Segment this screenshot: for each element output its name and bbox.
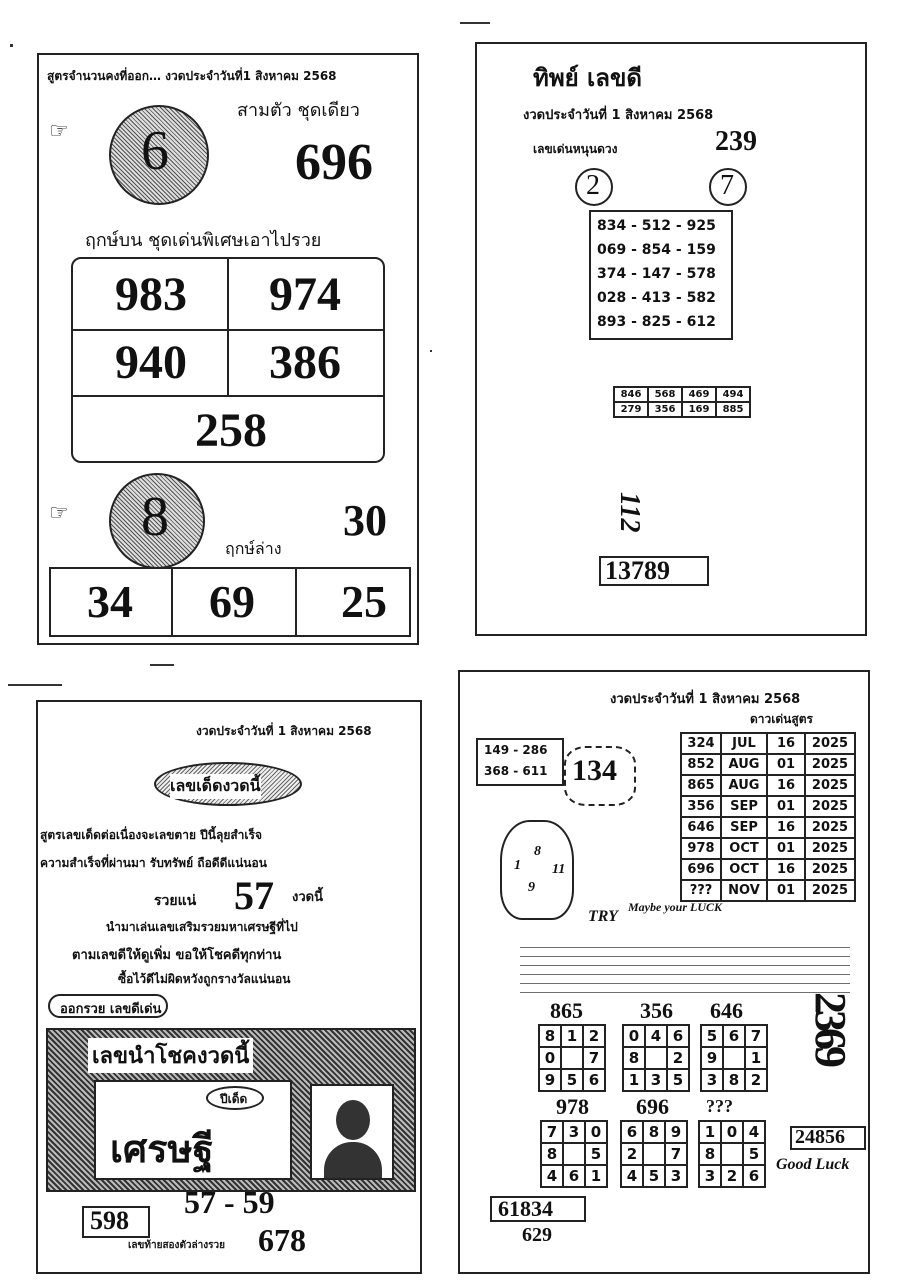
p4-grid-cell: 2 bbox=[667, 1047, 689, 1069]
p4-bottom-629: 629 bbox=[522, 1224, 552, 1246]
panel-top-left bbox=[37, 53, 419, 645]
p2-bottom-box bbox=[599, 556, 709, 586]
person-head bbox=[336, 1100, 370, 1140]
panel-bottom-right bbox=[458, 670, 870, 1274]
p2-small-cell: 885 bbox=[716, 402, 750, 417]
p4-grid-cell: 4 bbox=[541, 1165, 563, 1187]
p1-upper-number: 974 bbox=[269, 268, 341, 321]
p1-upper-title: ฤกษ์บน ชุดเด่นพิเศษเอาไปรวย bbox=[85, 230, 322, 251]
p4-hand-digit: 1 bbox=[514, 858, 521, 873]
p3-line: ออกรวย เลขดีเด่น bbox=[60, 1002, 162, 1017]
p4-grid-cell: 2 bbox=[745, 1069, 767, 1091]
p4-bottom-number: 61834 bbox=[498, 1196, 553, 1221]
p4-try: TRY bbox=[588, 908, 618, 925]
p4-grid-cell: 2 bbox=[721, 1165, 743, 1187]
p3-lead-number: 57 bbox=[234, 873, 274, 918]
p2-circle-b bbox=[709, 168, 747, 206]
p4-table-cell: 696 bbox=[681, 859, 721, 880]
p4-grid-cell: 8 bbox=[541, 1143, 563, 1165]
p1-upper-box bbox=[71, 257, 385, 463]
p2-vertical: 112 bbox=[614, 492, 645, 533]
p1-divider bbox=[295, 569, 297, 635]
p4-table-cell: 2025 bbox=[805, 733, 855, 754]
p4-grid-cell: 4 bbox=[743, 1121, 765, 1143]
p1-lower-box bbox=[49, 567, 411, 637]
p3-lead-label: รวยแน่ bbox=[154, 893, 197, 909]
p4-magic-grid bbox=[620, 1120, 688, 1188]
p3-oval-label bbox=[48, 994, 168, 1018]
p4-bottom-box bbox=[490, 1196, 586, 1222]
p2-small-cell: 279 bbox=[614, 402, 648, 417]
p2-grid-row: 893 - 825 - 612 bbox=[597, 314, 716, 330]
p4-grid-cell: 4 bbox=[645, 1025, 667, 1047]
p4-grid-cell: 1 bbox=[561, 1025, 583, 1047]
p1-divider-h1 bbox=[73, 329, 383, 331]
p4-grid-cell: 6 bbox=[667, 1025, 689, 1047]
p1-lower-right: 30 bbox=[343, 496, 387, 545]
p4-grid-cell: 8 bbox=[723, 1069, 745, 1091]
p4-grid-cell: 7 bbox=[665, 1143, 687, 1165]
scan-noise bbox=[430, 350, 432, 352]
p4-grid-cell: 8 bbox=[643, 1121, 665, 1143]
p4-magic-grid bbox=[622, 1024, 690, 1092]
p2-grid-row: 834 - 512 - 925 bbox=[597, 218, 716, 234]
p4-grid-cell: 5 bbox=[561, 1069, 583, 1091]
p4-grid-cell: 1 bbox=[699, 1121, 721, 1143]
p4-table-cell: 852 bbox=[681, 754, 721, 775]
p4-grid-cell: 3 bbox=[701, 1069, 723, 1091]
p2-number-grid bbox=[589, 210, 733, 340]
p4-grid-cell: 3 bbox=[699, 1165, 721, 1187]
p4-grid-cell bbox=[563, 1143, 585, 1165]
p4-grid-cell bbox=[643, 1143, 665, 1165]
p4-table-cell: 2025 bbox=[805, 775, 855, 796]
p4-table-cell: 01 bbox=[767, 796, 805, 817]
p4-luck: Maybe your LUCK bbox=[628, 900, 722, 914]
p3-bottom-mid: 57 - 59 bbox=[184, 1184, 275, 1220]
p2-circle-b-digit: 7 bbox=[720, 170, 734, 201]
p4-table-cell: 2025 bbox=[805, 880, 855, 901]
p4-grid-cell: 0 bbox=[585, 1121, 607, 1143]
p4-grid-cell bbox=[645, 1047, 667, 1069]
p4-scribble-block bbox=[520, 940, 850, 998]
p1-divider bbox=[171, 569, 173, 635]
p1-divider-v bbox=[227, 259, 229, 395]
p1-big-digit: 6 bbox=[141, 120, 169, 182]
p1-lower-number: 69 bbox=[209, 576, 255, 627]
pointing-hand-icon: ☞ bbox=[49, 119, 69, 144]
p2-small-cell: 846 bbox=[614, 387, 648, 402]
p4-table-cell: 2025 bbox=[805, 838, 855, 859]
p4-good-luck: Good Luck bbox=[776, 1156, 850, 1173]
p4-box-title: 356 bbox=[640, 998, 673, 1023]
p4-table-cell: OCT bbox=[721, 838, 767, 859]
p3-lead-suffix: งวดนี้ bbox=[292, 890, 323, 905]
p3-bottom-caption: เลขท้ายสองตัวล่างรวย bbox=[128, 1240, 226, 1251]
p3-line: สูตรเลขเด็ดต่อเนื่องจะเลขตาย ปีนี้ลุยสำเร็จ bbox=[40, 828, 262, 842]
p1-big-circle bbox=[109, 105, 209, 205]
p3-banner-block bbox=[46, 1028, 416, 1192]
pointing-hand-icon: ☞ bbox=[49, 501, 69, 526]
p4-table-cell: 324 bbox=[681, 733, 721, 754]
p1-small-circle bbox=[109, 473, 205, 569]
p4-table-cell: 01 bbox=[767, 754, 805, 775]
p4-grid-cell: 6 bbox=[723, 1025, 745, 1047]
p1-subtitle: สามตัว ชุดเดียว bbox=[237, 100, 360, 121]
p4-grid-cell: 9 bbox=[665, 1121, 687, 1143]
p4-grid-cell bbox=[561, 1047, 583, 1069]
p4-table-cell: 865 bbox=[681, 775, 721, 796]
p2-grid-row: 374 - 147 - 578 bbox=[597, 266, 716, 282]
p4-grid-cell: 9 bbox=[701, 1047, 723, 1069]
p4-table-cell: OCT bbox=[721, 859, 767, 880]
p3-inner-frame bbox=[94, 1080, 292, 1180]
p4-grid-cell: 5 bbox=[743, 1143, 765, 1165]
p2-circle-a bbox=[575, 168, 613, 206]
p3-title: เลขเด็ดงวดนี้ bbox=[170, 774, 261, 799]
p4-vertical: 2369 bbox=[806, 992, 855, 1064]
p4-hand-digit: 9 bbox=[528, 880, 535, 895]
p3-big-word: เศรษฐี bbox=[110, 1127, 214, 1171]
p4-box-title: 978 bbox=[556, 1094, 589, 1119]
p2-small-cell: 494 bbox=[716, 387, 750, 402]
p2-grid-row: 069 - 854 - 159 bbox=[597, 242, 716, 258]
person-icon bbox=[310, 1084, 394, 1180]
p4-grid-cell: 0 bbox=[623, 1025, 645, 1047]
p4-table-cell: NOV bbox=[721, 880, 767, 901]
p4-table-cell: 646 bbox=[681, 817, 721, 838]
p2-small-cell: 356 bbox=[648, 402, 682, 417]
p4-grid-cell: 9 bbox=[539, 1069, 561, 1091]
p4-magic-grid bbox=[540, 1120, 608, 1188]
p4-grid-cell: 2 bbox=[583, 1025, 605, 1047]
p4-grid-cell bbox=[723, 1047, 745, 1069]
p4-hand-digit: 11 bbox=[552, 862, 566, 877]
p4-grid-cell: 5 bbox=[643, 1165, 665, 1187]
p1-lower-digit: 8 bbox=[141, 486, 169, 548]
p3-badge-oval bbox=[206, 1086, 264, 1110]
p4-pair: 149 - 286 bbox=[484, 743, 548, 757]
p3-title-oval bbox=[154, 762, 302, 806]
scan-noise bbox=[460, 22, 490, 24]
p1-lower-label: ฤกษ์ล่าง bbox=[225, 539, 282, 558]
p2-small-table bbox=[613, 386, 751, 418]
p4-grid-cell: 4 bbox=[621, 1165, 643, 1187]
p4-date-table bbox=[680, 732, 856, 902]
p4-right-number: 24856 bbox=[795, 1126, 845, 1148]
p2-small-cell: 469 bbox=[682, 387, 716, 402]
p4-grid-cell: 0 bbox=[539, 1047, 561, 1069]
p2-small-cell: 169 bbox=[682, 402, 716, 417]
p4-grid-cell: 8 bbox=[623, 1047, 645, 1069]
p4-box-title: 646 bbox=[710, 998, 743, 1023]
p2-small-cell: 568 bbox=[648, 387, 682, 402]
person-body bbox=[324, 1142, 382, 1178]
p4-label: ดาวเด่นสูตร bbox=[750, 712, 813, 726]
p4-burst bbox=[564, 746, 636, 806]
p4-table-cell: ??? bbox=[681, 880, 721, 901]
p4-grid-cell: 3 bbox=[645, 1069, 667, 1091]
p3-bottom-left-box bbox=[82, 1206, 150, 1238]
p1-main-number: 696 bbox=[295, 134, 373, 191]
p4-table-cell: 2025 bbox=[805, 817, 855, 838]
panel-bottom-left bbox=[36, 700, 422, 1274]
p4-grid-cell: 8 bbox=[539, 1025, 561, 1047]
p4-pair-box bbox=[476, 738, 564, 786]
p3-line: ตามเลขดีให้ดูเพิ่ม ขอให้โชคดีทุกท่าน bbox=[72, 948, 282, 963]
p4-grid-cell: 2 bbox=[621, 1143, 643, 1165]
p4-grid-cell: 5 bbox=[667, 1069, 689, 1091]
p3-date: งวดประจำวันที่ 1 สิงหาคม 2568 bbox=[196, 724, 372, 738]
p4-table-cell: 01 bbox=[767, 880, 805, 901]
p4-box-title: ??? bbox=[706, 1096, 733, 1116]
p4-grid-cell: 8 bbox=[699, 1143, 721, 1165]
p1-upper-number: 386 bbox=[269, 336, 341, 389]
p3-line: นำมาเล่นเลขเสริมรวยมหาเศรษฐีที่ไป bbox=[106, 920, 298, 934]
p4-box-title: 865 bbox=[550, 998, 583, 1023]
p4-table-cell: 2025 bbox=[805, 754, 855, 775]
p4-grid-cell bbox=[721, 1143, 743, 1165]
p3-banner: เลขนำโชคงวดนี้ bbox=[88, 1038, 253, 1073]
p4-table-cell: 16 bbox=[767, 733, 805, 754]
p2-grid-row: 028 - 413 - 582 bbox=[597, 290, 716, 306]
p4-table-cell: 16 bbox=[767, 859, 805, 880]
p4-grid-cell: 7 bbox=[541, 1121, 563, 1143]
p4-right-box bbox=[790, 1126, 866, 1150]
p4-box-title: 696 bbox=[636, 1094, 669, 1119]
p4-grid-cell: 3 bbox=[665, 1165, 687, 1187]
p4-grid-cell: 3 bbox=[563, 1121, 585, 1143]
p4-grid-cell: 5 bbox=[701, 1025, 723, 1047]
p4-grid-cell: 6 bbox=[583, 1069, 605, 1091]
scan-noise bbox=[10, 44, 13, 47]
p4-table-cell: 978 bbox=[681, 838, 721, 859]
panel-top-right bbox=[475, 42, 867, 636]
p2-circle-a-digit: 2 bbox=[586, 170, 600, 201]
p4-grid-cell: 6 bbox=[621, 1121, 643, 1143]
p1-lower-number: 34 bbox=[87, 576, 133, 627]
p4-magic-grid bbox=[538, 1024, 606, 1092]
p4-grid-cell: 7 bbox=[583, 1047, 605, 1069]
hand-palm-icon bbox=[500, 820, 574, 920]
p4-date: งวดประจำวันที่ 1 สิงหาคม 2568 bbox=[610, 692, 801, 707]
p4-table-cell: 2025 bbox=[805, 796, 855, 817]
p3-bottom-left: 598 bbox=[90, 1206, 129, 1235]
p4-table-cell: 01 bbox=[767, 838, 805, 859]
p2-date: งวดประจำวันที่ 1 สิงหาคม 2568 bbox=[523, 108, 714, 123]
p4-table-cell: 2025 bbox=[805, 859, 855, 880]
p1-lower-number: 25 bbox=[341, 576, 387, 627]
scan-noise bbox=[8, 684, 62, 686]
p1-upper-number: 983 bbox=[115, 268, 187, 321]
p4-grid-cell: 5 bbox=[585, 1143, 607, 1165]
p4-table-cell: SEP bbox=[721, 796, 767, 817]
p4-grid-cell: 6 bbox=[563, 1165, 585, 1187]
scan-noise bbox=[150, 664, 174, 666]
p3-bottom-678: 678 bbox=[258, 1222, 306, 1258]
p4-grid-cell: 6 bbox=[743, 1165, 765, 1187]
p4-magic-grid bbox=[700, 1024, 768, 1092]
p4-pair: 368 - 611 bbox=[484, 764, 548, 778]
p4-grid-cell: 1 bbox=[745, 1047, 767, 1069]
p4-grid-cell: 1 bbox=[585, 1165, 607, 1187]
p1-upper-number: 940 bbox=[115, 336, 187, 389]
p3-line: ซื้อไว้ดีไม่ผิดหวังถูกรางวัลแน่นอน bbox=[118, 972, 291, 986]
p4-table-cell: JUL bbox=[721, 733, 767, 754]
p3-line: ความสำเร็จที่ผ่านมา รับทรัพย์ ถือดีดีแน่นอน bbox=[40, 856, 267, 870]
p2-note: เลขเด่นหนุนดวง bbox=[533, 142, 618, 156]
p4-table-cell: AUG bbox=[721, 775, 767, 796]
p2-main: 239 bbox=[715, 126, 757, 157]
p4-grid-cell: 0 bbox=[721, 1121, 743, 1143]
p1-upper-number: 258 bbox=[195, 404, 267, 457]
p4-magic-grid bbox=[698, 1120, 766, 1188]
p2-bottom-number: 13789 bbox=[605, 556, 670, 585]
p4-burst-number: 134 bbox=[572, 754, 617, 787]
p2-title: ทิพย์ เลขดี bbox=[533, 64, 642, 92]
p4-hand-digit: 8 bbox=[534, 844, 541, 859]
p4-grid-cell: 1 bbox=[623, 1069, 645, 1091]
p1-header: สูตรจำนวนคงที่ออก… งวดประจำวันที่1 สิงหาคม 2568 bbox=[47, 69, 337, 83]
p4-table-cell: SEP bbox=[721, 817, 767, 838]
p1-divider-h2 bbox=[73, 395, 383, 397]
p4-table-cell: 356 bbox=[681, 796, 721, 817]
p4-table-cell: AUG bbox=[721, 754, 767, 775]
p4-table-cell: 16 bbox=[767, 817, 805, 838]
p3-badge: ปีเด็ด bbox=[220, 1092, 248, 1106]
p4-grid-cell: 7 bbox=[745, 1025, 767, 1047]
p4-table-cell: 16 bbox=[767, 775, 805, 796]
